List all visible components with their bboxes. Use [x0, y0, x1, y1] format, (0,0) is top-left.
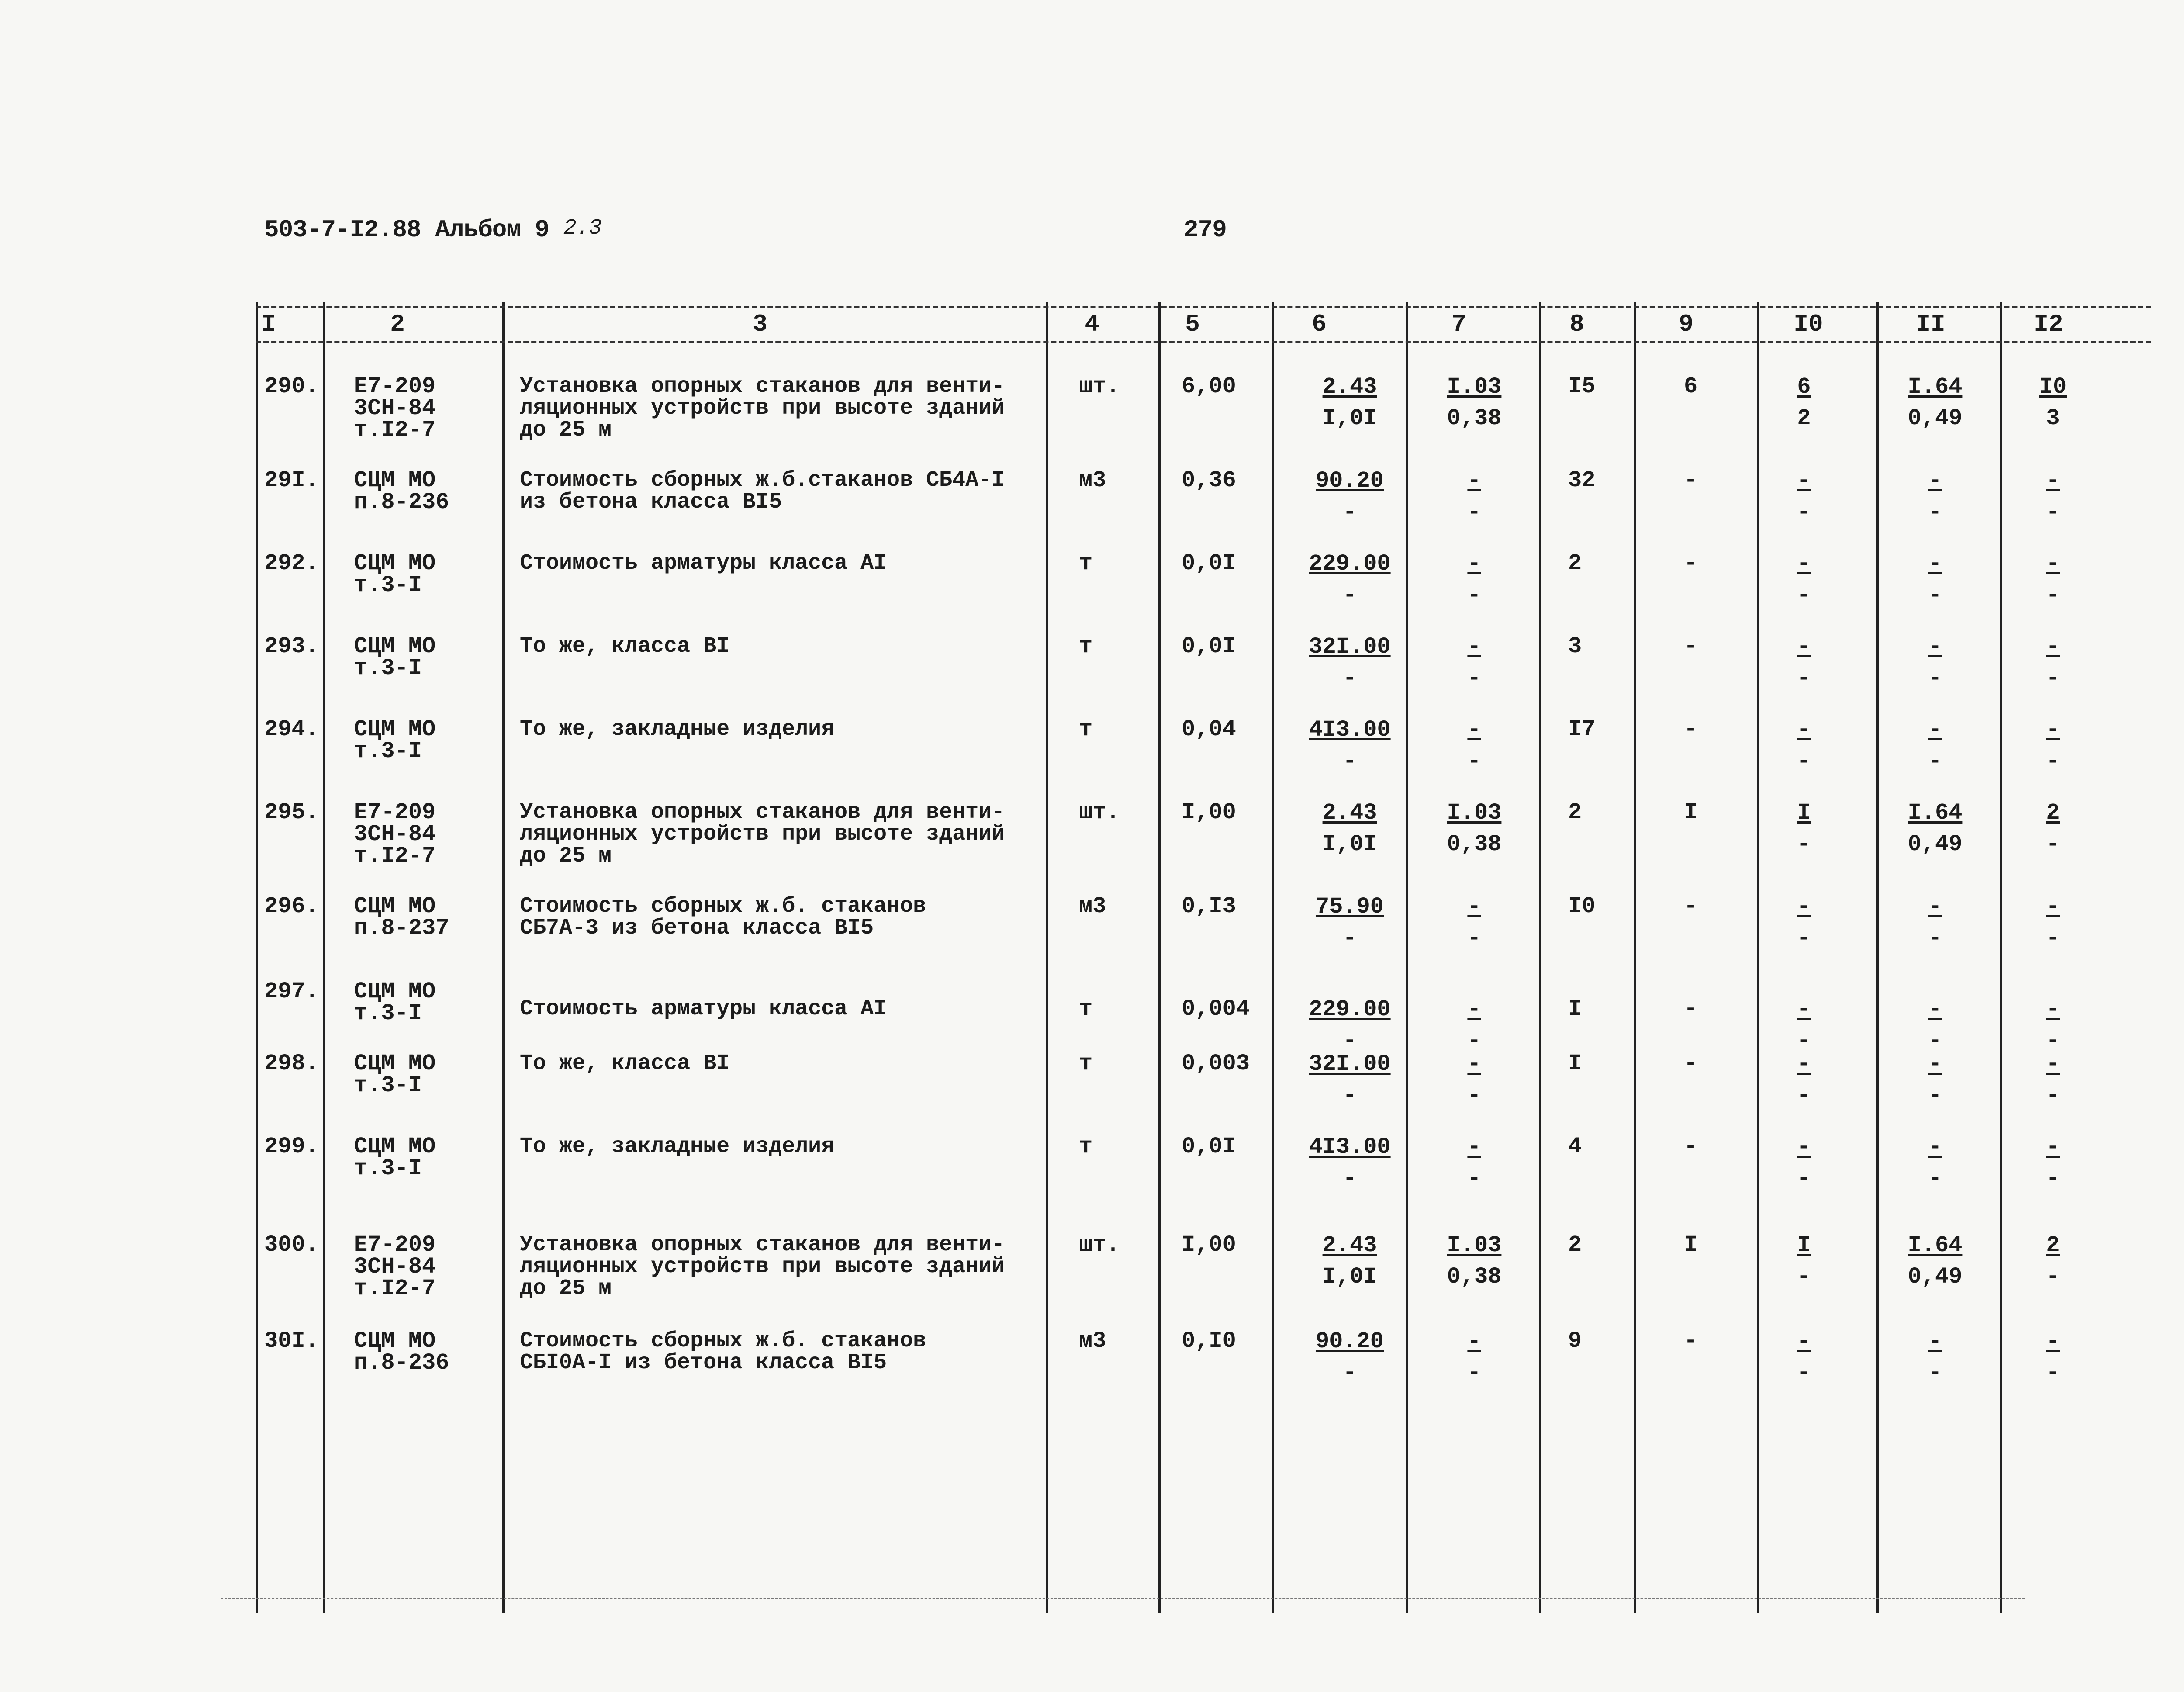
- fraction-top: -: [1467, 634, 1481, 660]
- fraction-top: -: [1928, 1329, 1942, 1354]
- price-fraction-c11: [1878, 802, 1992, 856]
- fraction-bottom: -: [1928, 748, 1942, 774]
- work-description: То же, закладные изделия: [520, 1134, 835, 1159]
- column-divider: [1272, 302, 1274, 1613]
- work-description: То же, класса BI: [520, 634, 730, 659]
- col-9-value: I: [1684, 799, 1698, 825]
- work-description: Стоимость арматуры класса AI: [520, 551, 887, 576]
- unit-of-measure: т: [1079, 1051, 1093, 1076]
- fraction-bottom: -: [1797, 582, 1811, 608]
- fraction-bottom: -: [1467, 1360, 1481, 1386]
- price-fraction-c11: [1878, 376, 1992, 430]
- column-number: 8: [1569, 310, 1584, 338]
- column-number: 5: [1185, 310, 1200, 338]
- col-8-value: 9: [1568, 1328, 1582, 1354]
- col-8-value: 3: [1568, 633, 1582, 659]
- column-number: 3: [753, 310, 767, 338]
- fraction-bottom: -: [2046, 1083, 2060, 1108]
- price-fraction-c12: [2001, 896, 2105, 950]
- column-number: II: [1916, 310, 1946, 338]
- col-8-value: 32: [1568, 467, 1596, 493]
- fraction-bottom: I,0I: [1322, 405, 1377, 431]
- fraction-top: -: [1467, 997, 1481, 1022]
- price-fraction-c12: [2001, 802, 2105, 856]
- fraction-top: 90.20: [1315, 1329, 1384, 1354]
- fraction-top: I.03: [1447, 1232, 1502, 1258]
- fraction-top: -: [2046, 894, 2060, 920]
- price-fraction-c12: [2001, 376, 2105, 430]
- fraction-bottom: -: [1343, 925, 1357, 951]
- norm-code: E7-209 3СН-84 т.I2-7: [354, 799, 436, 869]
- column-number: 4: [1085, 310, 1099, 338]
- col-9-value: -: [1684, 716, 1698, 742]
- quantity: 0,0I: [1182, 633, 1236, 659]
- work-description: Стоимость сборных ж.б. стаканов СБ7А-3 из бетона класса BI5: [520, 894, 926, 941]
- price-fraction-c7: [1424, 1136, 1524, 1190]
- doc-code-text: 503-7-I2.88 Альбом 9: [264, 216, 549, 244]
- fraction-bottom: -: [1343, 1083, 1357, 1108]
- norm-code: СЦМ МО п.8-236: [354, 1328, 449, 1376]
- fraction-bottom: -: [1467, 499, 1481, 525]
- row-number: 293.: [264, 633, 319, 659]
- column-number: 2: [390, 310, 405, 338]
- price-fraction-c10: [1756, 802, 1852, 856]
- fraction-top: -: [2046, 1329, 2060, 1354]
- price-fraction-c7: [1424, 553, 1524, 607]
- unit-of-measure: т: [1079, 716, 1093, 742]
- price-fraction-c7: [1424, 470, 1524, 524]
- work-description: Стоимость сборных ж.б. стаканов СБI0А-I из бетона класса BI5: [520, 1329, 926, 1375]
- fraction-bottom: -: [1467, 1028, 1481, 1054]
- price-fraction-c7: [1424, 1234, 1524, 1288]
- norm-code: СЦМ МО т.3-I: [354, 979, 436, 1026]
- fraction-top: -: [1928, 468, 1942, 494]
- row-number: 292.: [264, 550, 319, 576]
- fraction-top: 32I.00: [1309, 634, 1391, 660]
- work-description: Стоимость арматуры класса AI: [520, 997, 887, 1021]
- column-divider: [1539, 302, 1541, 1613]
- price-fraction-c10: [1756, 1136, 1852, 1190]
- price-fraction-c7: [1424, 376, 1524, 430]
- column-number: 9: [1679, 310, 1693, 338]
- col-9-value: -: [1684, 1051, 1698, 1076]
- fraction-top: I.03: [1447, 800, 1502, 826]
- price-fraction-c10: [1756, 1234, 1852, 1288]
- fraction-bottom: -: [1797, 1264, 1811, 1290]
- fraction-top: -: [2046, 468, 2060, 494]
- fraction-bottom: -: [1928, 582, 1942, 608]
- column-number: I: [261, 310, 276, 338]
- price-fraction-c10: [1756, 1330, 1852, 1384]
- price-fraction-c12: [2001, 636, 2105, 690]
- fraction-top: -: [1797, 551, 1811, 577]
- fraction-bottom: -: [1928, 665, 1942, 691]
- fraction-bottom: -: [1928, 1028, 1942, 1054]
- quantity: I,00: [1182, 799, 1236, 825]
- fraction-top: I.64: [1908, 374, 1963, 400]
- fraction-bottom: -: [1343, 1028, 1357, 1054]
- fraction-bottom: -: [1343, 1360, 1357, 1386]
- price-fraction-c12: [2001, 553, 2105, 607]
- norm-code: СЦМ МО п.8-236: [354, 467, 449, 515]
- work-description: Стоимость сборных ж.б.стаканов СБ4А-I из бетона класса BI5: [520, 468, 1005, 515]
- price-fraction-c10: [1756, 636, 1852, 690]
- work-description: Установка опорных стаканов для венти- ляционных устройств при высоте зданий до 25 м: [520, 800, 1005, 868]
- col-8-value: I0: [1568, 893, 1596, 919]
- col-9-value: -: [1684, 550, 1698, 576]
- price-fraction-c7: [1424, 1053, 1524, 1107]
- fraction-top: -: [1928, 551, 1942, 577]
- fraction-bottom: -: [2046, 499, 2060, 525]
- quantity: I,00: [1182, 1232, 1236, 1258]
- row-number: 290.: [264, 374, 319, 399]
- fraction-top: 75.90: [1315, 894, 1384, 920]
- row-number: 299.: [264, 1134, 319, 1159]
- price-fraction-c7: [1424, 636, 1524, 690]
- header-dashed-rule: [256, 341, 2151, 343]
- fraction-top: -: [1797, 1134, 1811, 1160]
- price-fraction-c11: [1878, 636, 1992, 690]
- fraction-top: I.03: [1447, 374, 1502, 400]
- unit-of-measure: т: [1079, 633, 1093, 659]
- fraction-top: -: [1928, 997, 1942, 1022]
- col-9-value: -: [1684, 1328, 1698, 1354]
- fraction-top: -: [1797, 634, 1811, 660]
- unit-of-measure: т: [1079, 1134, 1093, 1159]
- row-number: 294.: [264, 716, 319, 742]
- price-fraction-c11: [1878, 470, 1992, 524]
- fraction-top: -: [2046, 997, 2060, 1022]
- fraction-top: -: [1467, 894, 1481, 920]
- fraction-bottom: -: [2046, 748, 2060, 774]
- col-8-value: 4: [1568, 1134, 1582, 1159]
- fraction-bottom: -: [2046, 665, 2060, 691]
- col-9-value: I: [1684, 1232, 1698, 1258]
- fraction-top: -: [2046, 1134, 2060, 1160]
- row-number: 30I.: [264, 1328, 319, 1354]
- price-fraction-c7: [1424, 896, 1524, 950]
- fraction-bottom: -: [1928, 499, 1942, 525]
- fraction-bottom: -: [2046, 1264, 2060, 1290]
- fraction-bottom: -: [1343, 748, 1357, 774]
- fraction-top: -: [1797, 1051, 1811, 1077]
- fraction-top: 2.43: [1322, 800, 1377, 826]
- footer-dashed-rule: [221, 1598, 2025, 1599]
- column-divider: [1634, 302, 1636, 1613]
- fraction-top: -: [1928, 717, 1942, 743]
- price-fraction-c11: [1878, 719, 1992, 773]
- column-number: 7: [1451, 310, 1466, 338]
- price-fraction-c11: [1878, 1053, 1992, 1107]
- price-fraction-c6: [1293, 1136, 1406, 1190]
- quantity: 0,0I: [1182, 1134, 1236, 1159]
- work-description: То же, закладные изделия: [520, 717, 835, 742]
- fraction-top: -: [1797, 717, 1811, 743]
- fraction-top: -: [1797, 468, 1811, 494]
- fraction-bottom: -: [1928, 925, 1942, 951]
- fraction-top: -: [1467, 551, 1481, 577]
- column-divider: [1158, 302, 1161, 1613]
- fraction-bottom: I,0I: [1322, 1264, 1377, 1290]
- row-number: 300.: [264, 1232, 319, 1258]
- fraction-top: I.64: [1908, 1232, 1963, 1258]
- column-divider: [502, 302, 505, 1613]
- column-divider: [323, 302, 325, 1613]
- col-9-value: -: [1684, 633, 1698, 659]
- norm-code: E7-209 3СН-84 т.I2-7: [354, 1232, 436, 1301]
- unit-of-measure: т: [1079, 996, 1093, 1022]
- fraction-top: -: [1928, 1134, 1942, 1160]
- price-fraction-c7: [1424, 719, 1524, 773]
- column-divider: [1046, 302, 1048, 1613]
- fraction-bottom: -: [1797, 1360, 1811, 1386]
- fraction-bottom: I,0I: [1322, 831, 1377, 857]
- fraction-top: -: [1467, 1051, 1481, 1077]
- fraction-top: -: [1928, 1051, 1942, 1077]
- fraction-bottom: 0,49: [1908, 1264, 1963, 1290]
- fraction-top: -: [1797, 1329, 1811, 1354]
- fraction-bottom: -: [1343, 499, 1357, 525]
- quantity: 0,04: [1182, 716, 1236, 742]
- price-fraction-c10: [1756, 896, 1852, 950]
- fraction-bottom: 0,49: [1908, 405, 1963, 431]
- fraction-bottom: -: [1928, 1166, 1942, 1191]
- quantity: 6,00: [1182, 374, 1236, 399]
- fraction-bottom: -: [1797, 748, 1811, 774]
- fraction-bottom: -: [1343, 1166, 1357, 1191]
- col-8-value: I5: [1568, 374, 1596, 399]
- column-number: 6: [1312, 310, 1327, 338]
- page-number: 279: [1184, 216, 1227, 244]
- quantity: 0,004: [1182, 996, 1250, 1022]
- price-fraction-c10: [1756, 998, 1852, 1052]
- price-fraction-c6: [1293, 376, 1406, 430]
- fraction-bottom: 0,38: [1447, 831, 1502, 857]
- price-fraction-c10: [1756, 376, 1852, 430]
- unit-of-measure: шт.: [1079, 1232, 1120, 1258]
- norm-code: СЦМ МО т.3-I: [354, 1051, 436, 1098]
- fraction-bottom: 2: [1797, 405, 1811, 431]
- fraction-bottom: -: [1797, 1083, 1811, 1108]
- fraction-top: -: [2046, 551, 2060, 577]
- price-fraction-c6: [1293, 719, 1406, 773]
- fraction-top: -: [1928, 634, 1942, 660]
- row-number: 298.: [264, 1051, 319, 1076]
- price-fraction-c6: [1293, 896, 1406, 950]
- row-number: 295.: [264, 799, 319, 825]
- price-fraction-c6: [1293, 998, 1406, 1052]
- unit-of-measure: шт.: [1079, 799, 1120, 825]
- fraction-bottom: -: [1928, 1360, 1942, 1386]
- price-fraction-c7: [1424, 1330, 1524, 1384]
- fraction-top: -: [1467, 468, 1481, 494]
- fraction-top: I: [1797, 1232, 1811, 1258]
- col-8-value: I: [1568, 1051, 1582, 1076]
- fraction-top: 2: [2046, 1232, 2060, 1258]
- col-8-value: I: [1568, 996, 1582, 1022]
- price-fraction-c12: [2001, 1234, 2105, 1288]
- row-number: 297.: [264, 979, 319, 1004]
- col-9-value: -: [1684, 996, 1698, 1022]
- norm-code: СЦМ МО т.3-I: [354, 633, 436, 681]
- quantity: 0,0I: [1182, 550, 1236, 576]
- fraction-bottom: 0,38: [1447, 405, 1502, 431]
- unit-of-measure: м3: [1079, 1328, 1106, 1354]
- unit-of-measure: м3: [1079, 467, 1106, 493]
- row-number: 296.: [264, 893, 319, 919]
- fraction-top: 32I.00: [1309, 1051, 1391, 1077]
- col-8-value: I7: [1568, 716, 1596, 742]
- norm-code: СЦМ МО т.3-I: [354, 550, 436, 598]
- price-fraction-c11: [1878, 1136, 1992, 1190]
- fraction-top: -: [1467, 717, 1481, 743]
- price-fraction-c6: [1293, 470, 1406, 524]
- col-9-value: -: [1684, 893, 1698, 919]
- fraction-top: -: [1928, 894, 1942, 920]
- col-8-value: 2: [1568, 1232, 1582, 1258]
- fraction-top: I0: [2039, 374, 2067, 400]
- price-fraction-c10: [1756, 470, 1852, 524]
- header-dashed-rule: [256, 306, 2151, 308]
- fraction-bottom: 3: [2046, 405, 2060, 431]
- fraction-top: I.64: [1908, 800, 1963, 826]
- price-fraction-c12: [2001, 998, 2105, 1052]
- price-fraction-c12: [2001, 719, 2105, 773]
- fraction-bottom: -: [1467, 1166, 1481, 1191]
- norm-code: СЦМ МО т.3-I: [354, 1134, 436, 1181]
- norm-code: СЦМ МО т.3-I: [354, 716, 436, 764]
- price-fraction-c12: [2001, 1053, 2105, 1107]
- fraction-bottom: 0,49: [1908, 831, 1963, 857]
- fraction-bottom: 0,38: [1447, 1264, 1502, 1290]
- fraction-top: 2.43: [1322, 374, 1377, 400]
- fraction-top: I: [1797, 800, 1811, 826]
- work-description: Установка опорных стаканов для венти- ляционных устройств при высоте зданий до 25 м: [520, 1232, 1005, 1301]
- col-9-value: -: [1684, 467, 1698, 493]
- fraction-bottom: -: [2046, 1028, 2060, 1054]
- price-fraction-c12: [2001, 470, 2105, 524]
- price-fraction-c7: [1424, 802, 1524, 856]
- fraction-top: 4I3.00: [1309, 1134, 1391, 1160]
- handwritten-note: 2.3: [563, 216, 601, 241]
- price-fraction-c10: [1756, 719, 1852, 773]
- fraction-bottom: -: [1467, 1083, 1481, 1108]
- price-fraction-c6: [1293, 636, 1406, 690]
- fraction-top: 229.00: [1309, 551, 1391, 577]
- price-fraction-c7: [1424, 998, 1524, 1052]
- price-fraction-c11: [1878, 896, 1992, 950]
- fraction-bottom: -: [2046, 582, 2060, 608]
- fraction-bottom: -: [2046, 1360, 2060, 1386]
- fraction-bottom: -: [1797, 1166, 1811, 1191]
- price-fraction-c6: [1293, 1330, 1406, 1384]
- price-fraction-c11: [1878, 1330, 1992, 1384]
- work-description: То же, класса BI: [520, 1051, 730, 1076]
- row-number: 29I.: [264, 467, 319, 493]
- price-fraction-c6: [1293, 802, 1406, 856]
- price-fraction-c6: [1293, 553, 1406, 607]
- fraction-bottom: -: [2046, 1166, 2060, 1191]
- fraction-bottom: -: [1797, 665, 1811, 691]
- fraction-bottom: -: [1467, 748, 1481, 774]
- price-fraction-c10: [1756, 1053, 1852, 1107]
- fraction-top: -: [2046, 1051, 2060, 1077]
- fraction-bottom: -: [1797, 499, 1811, 525]
- quantity: 0,36: [1182, 467, 1236, 493]
- fraction-top: -: [1467, 1134, 1481, 1160]
- price-fraction-c12: [2001, 1330, 2105, 1384]
- fraction-top: -: [1797, 997, 1811, 1022]
- fraction-bottom: -: [1467, 665, 1481, 691]
- fraction-top: -: [2046, 717, 2060, 743]
- unit-of-measure: м3: [1079, 893, 1106, 919]
- fraction-bottom: -: [2046, 925, 2060, 951]
- price-fraction-c6: [1293, 1234, 1406, 1288]
- col-9-value: -: [1684, 1134, 1698, 1159]
- price-fraction-c12: [2001, 1136, 2105, 1190]
- fraction-top: 90.20: [1315, 468, 1384, 494]
- fraction-bottom: -: [2046, 831, 2060, 857]
- document-code: [264, 216, 601, 244]
- fraction-bottom: -: [1797, 831, 1811, 857]
- price-fraction-c11: [1878, 998, 1992, 1052]
- fraction-bottom: -: [1797, 1028, 1811, 1054]
- quantity: 0,003: [1182, 1051, 1250, 1076]
- fraction-top: -: [1467, 1329, 1481, 1354]
- col-8-value: 2: [1568, 550, 1582, 576]
- quantity: 0,I3: [1182, 893, 1236, 919]
- work-description: Установка опорных стаканов для венти- ляционных устройств при высоте зданий до 25 м: [520, 374, 1005, 443]
- fraction-bottom: -: [1343, 582, 1357, 608]
- column-divider: [256, 302, 258, 1613]
- fraction-bottom: -: [1343, 665, 1357, 691]
- norm-code: E7-209 3СН-84 т.I2-7: [354, 374, 436, 443]
- unit-of-measure: т: [1079, 550, 1093, 576]
- fraction-top: 2: [2046, 800, 2060, 826]
- unit-of-measure: шт.: [1079, 374, 1120, 399]
- fraction-bottom: -: [1467, 925, 1481, 951]
- price-fraction-c11: [1878, 553, 1992, 607]
- price-fraction-c10: [1756, 553, 1852, 607]
- col-9-value: 6: [1684, 374, 1698, 399]
- fraction-top: 229.00: [1309, 997, 1391, 1022]
- fraction-top: 2.43: [1322, 1232, 1377, 1258]
- fraction-top: -: [1797, 894, 1811, 920]
- quantity: 0,I0: [1182, 1328, 1236, 1354]
- fraction-top: -: [2046, 634, 2060, 660]
- column-number: I2: [2034, 310, 2063, 338]
- price-fraction-c6: [1293, 1053, 1406, 1107]
- price-fraction-c11: [1878, 1234, 1992, 1288]
- fraction-top: 6: [1797, 374, 1811, 400]
- norm-code: СЦМ МО п.8-237: [354, 893, 449, 941]
- fraction-top: 4I3.00: [1309, 717, 1391, 743]
- column-number: I0: [1794, 310, 1823, 338]
- col-8-value: 2: [1568, 799, 1582, 825]
- fraction-bottom: -: [1928, 1083, 1942, 1108]
- fraction-bottom: -: [1467, 582, 1481, 608]
- fraction-bottom: -: [1797, 925, 1811, 951]
